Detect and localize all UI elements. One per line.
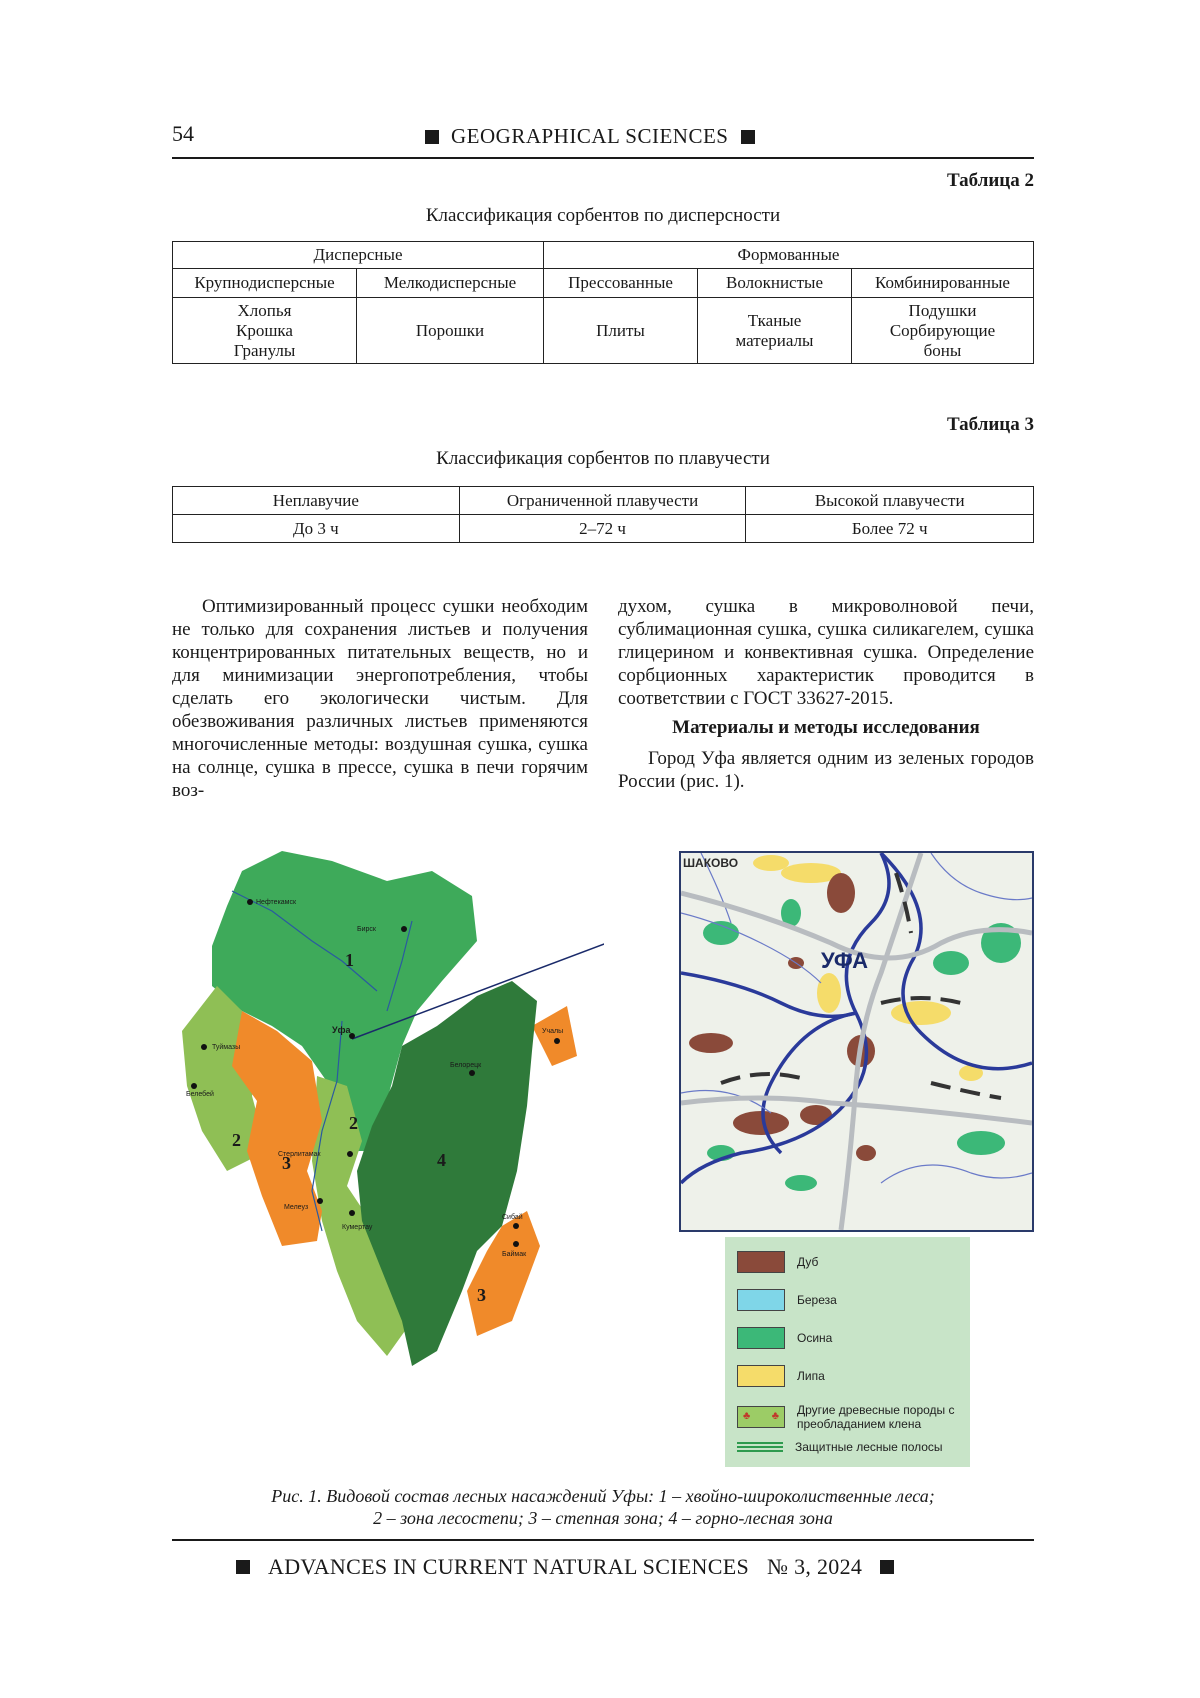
forest-belt-swatch-icon [737, 1442, 783, 1452]
cell-line: Плиты [596, 320, 645, 340]
journal-section: GEOGRAPHICAL SCIENCES [451, 124, 729, 148]
page-number: 54 [172, 121, 194, 146]
square-bullet-icon [425, 130, 439, 144]
table3-cell: До 3 ч [173, 515, 460, 543]
legend-item [737, 1365, 825, 1387]
maple-swatch-icon: ♣ ♣ [737, 1406, 785, 1428]
region-zone-map [172, 851, 604, 1391]
running-footer [236, 1554, 894, 1580]
journal-name: ADVANCES IN CURRENT NATURAL SCIENCES [268, 1554, 749, 1579]
table2-title: Классификация сорбентов по дисперсности [425, 205, 781, 226]
legend-label: Другие древесные породы с преобладанием клена [797, 1403, 955, 1431]
cell-line: Тканые [747, 310, 802, 330]
body-paragraph: духом, сушка в микроволновой печи, сублимационная сушка, сушка силикагелем, сушка глицерином и конвективная сушка. Определение сорбционных характеристик проводится в соответствии с ГОСТ 33627-2015. [618, 596, 1034, 709]
table2 [172, 241, 1034, 364]
zone-label: 3 [282, 1153, 291, 1173]
cell-line: материалы [735, 330, 814, 350]
legend-item [737, 1440, 943, 1454]
city-label: Уфа [332, 1025, 351, 1035]
figure-caption [172, 1485, 1034, 1529]
footer-rule [172, 1539, 1034, 1541]
city-label: Белорецк [450, 1062, 482, 1069]
city-label: Стерлитамак [278, 1151, 321, 1158]
legend-label: Липа [797, 1369, 825, 1383]
city-label: Туймазы [212, 1044, 241, 1051]
zone-label: 1 [345, 950, 354, 970]
right-column [618, 595, 1034, 793]
table2-cell [698, 298, 852, 364]
table2-cell [173, 298, 357, 364]
body-paragraph: Оптимизированный процесс сушки необходим не только для сохранения листьев и получения концентрированных питательных веществ, но и для минимизации энергопотребления, чтобы сделать его экологически чистым. Для обезвоживания различных листьев применяются многочисленные методы: воздушная сушка, сушка на солнце, сушка в прессе, сушка в печи горячим воз- [172, 596, 588, 801]
city-label: Учалы [542, 1028, 564, 1035]
table3-title: Классификация сорбентов по плавучести [436, 448, 770, 469]
table2-column-header: Мелкодисперсные [357, 269, 544, 298]
legend-item [737, 1251, 818, 1273]
square-bullet-icon [741, 130, 755, 144]
legend-label: Береза [797, 1293, 837, 1307]
table2-cell [357, 298, 544, 364]
cell-line: Подушки [908, 300, 977, 320]
city-label: Бирск [357, 926, 376, 933]
section-heading: Материалы и методы исследования [672, 717, 980, 738]
table2-column-header: Прессованные [544, 269, 698, 298]
legend-item [737, 1403, 962, 1431]
legend-label: Осина [797, 1331, 833, 1345]
cell-line: Гранулы [233, 340, 296, 360]
table2-column-header: Волокнистые [698, 269, 852, 298]
table2-group-header: Формованные [544, 242, 1034, 269]
cell-line: боны [923, 340, 962, 360]
running-head [425, 124, 755, 149]
city-label: Мелеуз [284, 1204, 309, 1211]
cell-line: Порошки [415, 320, 485, 340]
zone-label: 2 [349, 1113, 358, 1133]
zone-label: 2 [232, 1130, 241, 1150]
left-column [172, 595, 588, 802]
city-label: Нефтекамск [256, 899, 297, 906]
table3 [172, 486, 1034, 543]
header-rule [172, 157, 1034, 159]
city-label: Белебей [186, 1091, 214, 1098]
legend-label: Защитные лесные полосы [795, 1440, 943, 1454]
city-label: Баймак [502, 1251, 527, 1258]
table2-cell [544, 298, 698, 364]
legend-item [737, 1327, 832, 1349]
issue-number: № 3, 2024 [767, 1554, 863, 1579]
birch-swatch-icon [737, 1289, 785, 1311]
zone-label: 3 [477, 1285, 486, 1305]
table3-cell: 2–72 ч [459, 515, 746, 543]
table2-cell [852, 298, 1034, 364]
map-legend [725, 1237, 970, 1467]
body-paragraph: Город Уфа является одним из зеленых городов России (рис. 1). [618, 748, 1034, 792]
cell-line: Хлопья [237, 300, 292, 320]
city-label: Кумертау [342, 1224, 373, 1231]
cell-line: Сорбирующие [889, 320, 996, 340]
table2-group-header: Дисперсные [173, 242, 544, 269]
table3-label: Таблица 3 [946, 414, 1034, 435]
city-map-inset [679, 851, 1034, 1232]
city-label: Сибай [502, 1214, 523, 1221]
caption-line: 2 – зона лесостепи; 3 – степная зона; 4 – горно-лесная зона [373, 1508, 833, 1528]
table2-label: Таблица 2 [946, 170, 1034, 191]
city-map [681, 853, 1032, 1230]
cell-line: Крошка [236, 320, 293, 340]
table3-column-header: Ограниченной плавучести [459, 487, 746, 515]
oak-swatch-icon [737, 1251, 785, 1273]
table2-column-header: Комбинированные [852, 269, 1034, 298]
square-bullet-icon [236, 1560, 250, 1574]
aspen-swatch-icon [737, 1327, 785, 1349]
linden-swatch-icon [737, 1365, 785, 1387]
legend-item [737, 1289, 837, 1311]
table2-column-header: Крупнодисперсные [173, 269, 357, 298]
corner-place-label: ШАКОВО [683, 856, 739, 870]
table3-column-header: Высокой плавучести [746, 487, 1034, 515]
caption-line: Рис. 1. Видовой состав лесных насаждений Уфы: 1 – хвойно-широколиственные леса; [271, 1486, 935, 1506]
zone-label: 4 [437, 1150, 446, 1170]
legend-label: Дуб [797, 1255, 819, 1269]
city-name-label: УФА [821, 948, 868, 973]
table3-cell: Более 72 ч [746, 515, 1034, 543]
square-bullet-icon [880, 1560, 894, 1574]
table3-column-header: Неплавучие [173, 487, 460, 515]
